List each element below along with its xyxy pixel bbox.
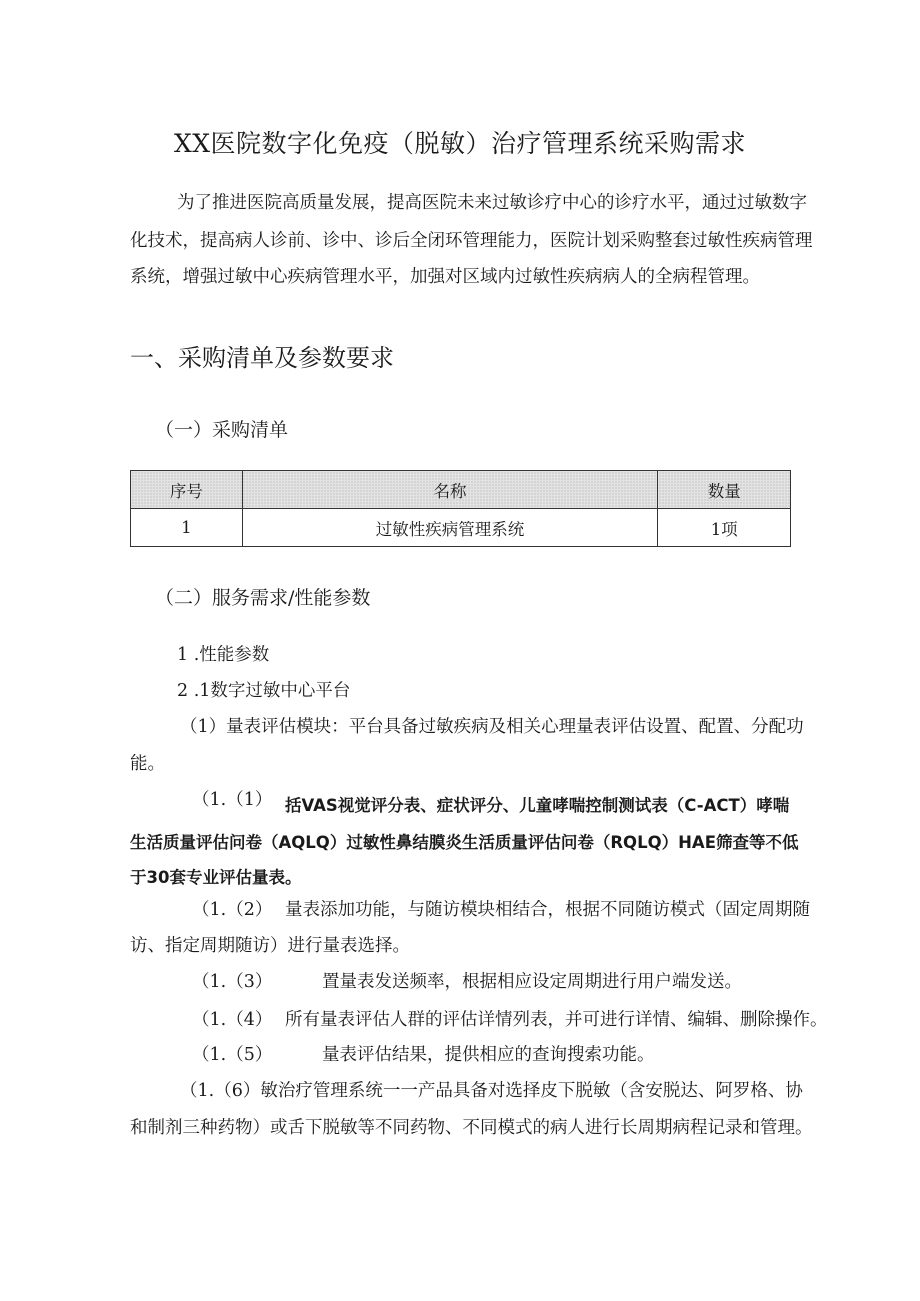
item-6-line-2: 和制剂三种药物）或舌下脱敏等不同药物、不同模式的病人进行长周期病程记录和管理。	[130, 1118, 813, 1138]
cell-name: 过敏性疾病管理系统	[242, 509, 658, 547]
intro-line-1: 为了推进医院高质量发展，提高医院未来过敏诊疗中心的诊疗水平，通过过敏数字	[177, 193, 807, 213]
module-scale-line-2: 能。	[130, 754, 165, 774]
cell-quantity: 1项	[658, 509, 791, 547]
bold-item-number: （1.（1）	[192, 790, 273, 810]
bold-item-line-3: 于30套专业评估量表。	[130, 868, 302, 887]
intro-line-3: 系统，增强过敏中心疾病管理水平，加强对区域内过敏性疾病病人的全病程管理。	[130, 267, 760, 287]
table-row	[131, 509, 791, 547]
item-2-number: （1.（2）	[192, 900, 273, 920]
item-4-number: （1.（4）	[192, 1010, 273, 1030]
table-header-row	[131, 471, 791, 509]
header-cell-name: 名称	[242, 471, 658, 509]
header-cell-quantity: 数量	[658, 471, 791, 509]
cell-index: 1	[131, 509, 243, 547]
subsection-heading-2: （二）服务需求/性能参数	[155, 587, 371, 609]
document-title: XX医院数字化免疫（脱敏）治疗管理系统采购需求	[173, 129, 747, 158]
bold-item-line-2: 生活质量评估问卷（AQLQ）过敏性鼻结膜炎生活质量评估问卷（RQLQ）HAE筛查等不低	[130, 833, 799, 852]
section-heading-1: 一、采购清单及参数要求	[130, 344, 394, 372]
procurement-table	[130, 470, 791, 547]
item-3-line-1: 置量表发送频率，根据相应设定周期进行用户端发送。	[322, 972, 742, 992]
item-performance-params: 1 .性能参数	[177, 645, 270, 665]
module-scale-line-1: （1）量表评估模块：平台具备过敏疾病及相关心理量表评估设置、配置、分配功	[180, 717, 804, 737]
header-cell-index: 序号	[131, 471, 243, 509]
item-digital-center: 2 .1数字过敏中心平台	[177, 681, 351, 701]
intro-line-2: 化技术，提高病人诊前、诊中、诊后全闭环管理能力，医院计划采购整套过敏性疾病管理	[130, 231, 813, 251]
bold-item-line-1: 括VAS视觉评分表、症状评分、儿童哮喘控制测试表（C-ACT）哮喘	[285, 796, 790, 815]
item-2-line-1: 量表添加功能，与随访模块相结合，根据不同随访模式（固定周期随	[285, 900, 810, 920]
item-5-number: （1.（5）	[192, 1045, 273, 1065]
item-2-line-2: 访、指定周期随访）进行量表选择。	[130, 936, 410, 956]
item-5-line-1: 量表评估结果，提供相应的查询搜索功能。	[322, 1045, 655, 1065]
item-4-line-1: 所有量表评估人群的评估详情列表，并可进行详情、编辑、删除操作。	[285, 1010, 828, 1030]
subsection-heading-1: （一）采购清单	[155, 419, 289, 441]
item-3-number: （1.（3）	[192, 972, 273, 992]
item-6-line-1: （1.（6）敏治疗管理系统一一产品具备对选择皮下脱敏（含安脱达、阿罗格、协	[180, 1081, 803, 1101]
